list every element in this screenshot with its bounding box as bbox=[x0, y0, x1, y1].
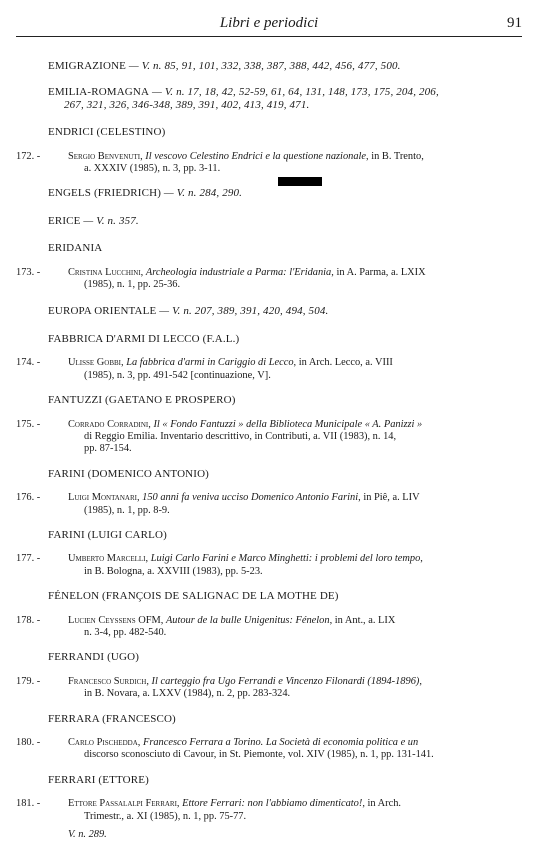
entry-title: Autour de la bulle Unigenitus: Fénelon bbox=[165, 614, 330, 626]
entry-title: Luigi Carlo Farini e Marco Minghetti: i problemi del loro tempo bbox=[150, 553, 421, 565]
entry-number: 180. - bbox=[16, 737, 41, 748]
entry-author: Lucien Ceyssens bbox=[68, 614, 136, 626]
page-header bbox=[16, 15, 522, 37]
entry-author: Umberto Marcelli bbox=[68, 553, 146, 565]
entry-author: Francesco Surdich bbox=[68, 675, 147, 687]
entry-number: 176. - bbox=[16, 492, 41, 504]
subject-heading: FERRANDI (UGO) bbox=[48, 651, 140, 664]
bibliography-entry: 173. - Cristina Lucchini, Archeologia industriale a Parma: l'Eridania, in A. Parma, a. LXIX (1985), n. 1, pp. 25-36. bbox=[16, 266, 426, 291]
entry-title: La fabbrica d'armi in Cariggio di Lecco bbox=[126, 357, 294, 369]
bibliography-entry: 174. - Ulisse Gobbi, La fabbrica d'armi in Cariggio di Lecco, in Arch. Lecco, a. VIII (1985), n. 3, pp. 491-542 [continuazione, V]. bbox=[16, 357, 393, 381]
header-rule bbox=[16, 36, 522, 37]
bibliography-entry: 177. - Umberto Marcelli, Luigi Carlo Farini e Marco Minghetti: i problemi del loro tempo, in B. Bologna, a. XXVIII (1983), pp. 5-23. bbox=[16, 553, 423, 577]
entry-number: 178. - bbox=[16, 614, 41, 626]
cross-reference: V. n. 289. bbox=[68, 829, 107, 841]
entry-number: 177. - bbox=[16, 553, 41, 565]
entry-title: Il vescovo Celestino Endrici e la questione nazionale bbox=[145, 150, 367, 162]
page-number: 91 bbox=[507, 15, 522, 31]
subject-heading: ENDRICI (CELESTINO) bbox=[48, 126, 166, 139]
bibliography-entry: 181. - Ettore Passalalpi Ferrari, Ettore Ferrari: non l'abbiamo dimenticato!, in Arch. Trimestr., a. XI (1985), n. 1, pp. 75-77. bbox=[16, 798, 401, 822]
subject-heading: FARINI (DOMENICO ANTONIO) bbox=[48, 467, 209, 480]
subject-heading: FARINI (LUIGI CARLO) bbox=[48, 528, 167, 541]
entry-author: Carlo Pischedda bbox=[68, 737, 138, 748]
entry-number: 174. - bbox=[16, 357, 41, 369]
entry-number: 173. - bbox=[16, 266, 41, 278]
subject-heading: ERICE — V. n. 357. bbox=[48, 214, 139, 227]
entry-number: 175. - bbox=[16, 418, 41, 430]
entry-title: Francesco Ferrara a Torino. La Società di economia politica e un bbox=[142, 737, 419, 748]
entry-number: 179. - bbox=[16, 675, 41, 687]
bibliography-entry: 180. - Carlo Pischedda, Francesco Ferrara a Torino. La Società di economia politica e un discorso sconosciuto di Cavour, in St. Piemonte, vol. XIV (1985), n. 1, pp. 131-141. bbox=[16, 737, 434, 761]
entry-number: 172. - bbox=[16, 150, 41, 162]
subject-heading: FANTUZZI (GAETANO E PROSPERO) bbox=[48, 394, 236, 407]
bibliography-entry: 172. - Sergio Benvenuti, Il vescovo Celestino Endrici e la questione nazionale, in B. Trento, a. XXXIV (1985), n. 3, pp. 3-11. bbox=[16, 150, 424, 175]
entry-author: Sergio Benvenuti bbox=[68, 150, 141, 162]
entry-title: Archeologia industriale a Parma: l'Eridania bbox=[145, 266, 332, 278]
bibliography-entry: 178. - Lucien Ceyssens OFM, Autour de la bulle Unigenitus: Fénelon, in Ant., a. LIX n. 3-4, pp. 482-540. bbox=[16, 614, 396, 638]
bibliography-entry: 179. - Francesco Surdich, Il carteggio fra Ugo Ferrandi e Vincenzo Filonardi (1894-1896), in B. Novara, a. LXXV (1984), n. 2, pp. 283-324. bbox=[16, 675, 422, 700]
subject-heading: FERRARA (FRANCESCO) bbox=[48, 712, 176, 725]
redaction-mark bbox=[278, 177, 322, 186]
bibliography-entry: 176. - Luigi Montanari, 150 anni fa veniva ucciso Domenico Antonio Farini, in Piê, a. LIV (1985), n. 1, pp. 8-9. bbox=[16, 492, 420, 516]
subject-heading: FÉNELON (FRANÇOIS DE SALIGNAC DE LA MOTHE DE) bbox=[48, 590, 339, 603]
subject-heading: FERRARI (ETTORE) bbox=[48, 773, 149, 786]
bibliography-content bbox=[16, 60, 522, 841]
entry-author: Cristina Lucchini bbox=[68, 266, 141, 278]
entry-title: 150 anni fa veniva ucciso Domenico Antonio Farini bbox=[142, 492, 359, 504]
subject-heading: EMILIA-ROMAGNA — V. n. 17, 18, 42, 52-59, 61, 64, 131, 148, 173, 175, 204, 206, 267, 321, 326, 346-348, 389, 391, 402, 413, 419, 471. bbox=[48, 86, 439, 111]
entry-number: 181. - bbox=[16, 798, 41, 810]
subject-heading: FABBRICA D'ARMI DI LECCO (F.A.L.) bbox=[48, 332, 240, 345]
subject-heading: ENGELS (FRIEDRICH) — V. n. 284, 290. bbox=[48, 187, 522, 199]
subject-heading: ERIDANIA bbox=[48, 242, 103, 255]
entry-title: Il carteggio fra Ugo Ferrandi e Vincenzo Filonardi (1894-1896) bbox=[151, 675, 420, 687]
running-title: Libri e periodici bbox=[219, 15, 319, 31]
subject-heading: EMIGRAZIONE — V. n. 85, 91, 101, 332, 338, 387, 388, 442, 456, 477, 500. bbox=[48, 60, 401, 72]
subject-heading: EUROPA ORIENTALE — V. n. 207, 389, 391, 420, 494, 504. bbox=[48, 305, 329, 318]
entry-author: Ulisse Gobbi bbox=[68, 357, 121, 369]
entry-title: Il « Fondo Fantuzzi » della Biblioteca Municipale « A. Panizzi » bbox=[153, 418, 423, 430]
entry-title: Ettore Ferrari: non l'abbiamo dimenticato! bbox=[182, 798, 363, 810]
entry-author: Luigi Montanari bbox=[68, 492, 137, 504]
entry-author: Corrado Corradini bbox=[68, 418, 149, 430]
bibliography-entry: 175. - Corrado Corradini, Il « Fondo Fantuzzi » della Biblioteca Municipale « A. Panizzi » di Reggio Emilia. Inventario descrittivo, in Contributi, a. VII (1983), n. 14, pp. 87-154. bbox=[16, 418, 423, 455]
entry-author: Ettore Passalalpi Ferrari bbox=[68, 798, 177, 810]
